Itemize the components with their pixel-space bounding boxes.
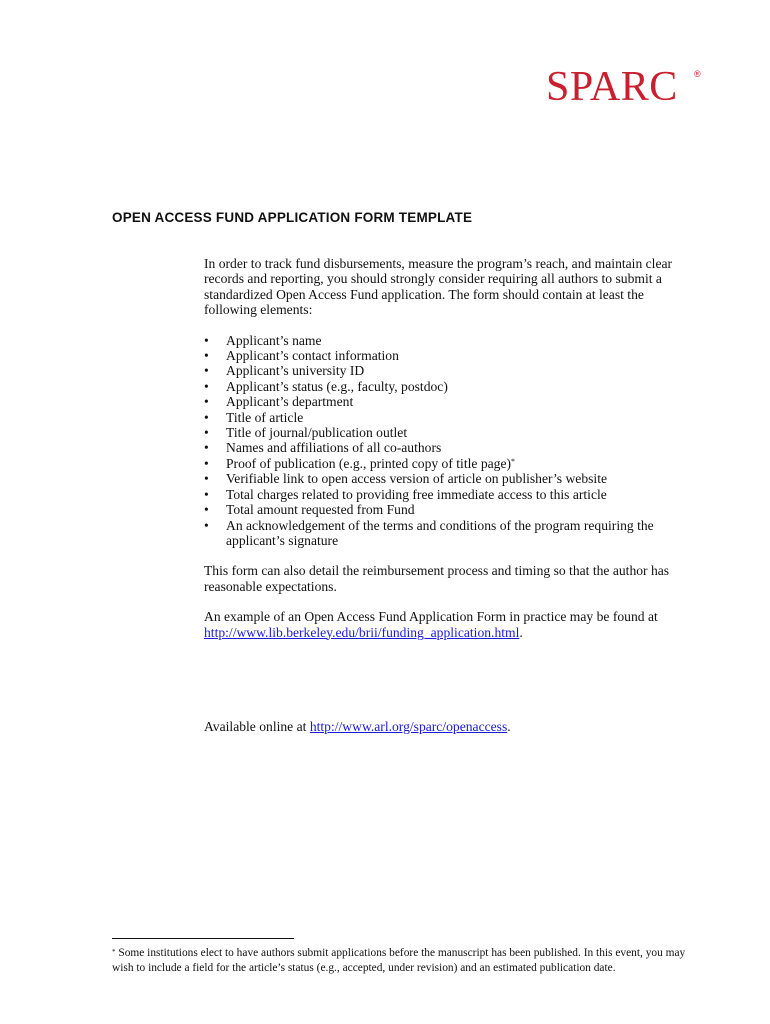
footnote-marker: * xyxy=(112,948,116,956)
footnote: * Some institutions elect to have authors submit applications before the manuscript has been published. In this event, you may wish to include a field for the article’s status (e.g., accepted, under revision) and an estimated publication date. xyxy=(112,947,686,974)
reimbursement-paragraph: This form can also detail the reimbursement process and timing so that the author has reasonable expectations. xyxy=(204,563,670,594)
bullet: • xyxy=(204,409,209,425)
logo-text: SPARC xyxy=(546,64,678,110)
list-item: • Verifiable link to open access version of article on publisher’s website xyxy=(204,471,608,487)
footnote-marker: * xyxy=(511,456,516,466)
page-title: OPEN ACCESS FUND APPLICATION FORM TEMPLATE xyxy=(112,210,473,225)
required-elements-list xyxy=(204,333,696,549)
bullet: • xyxy=(204,455,209,471)
bullet: • xyxy=(204,425,209,441)
example-paragraph: An example of an Open Access Fund Application Form in practice may be found at http://www.lib.berkeley.edu/brii/funding_application.html. xyxy=(204,609,658,640)
document-body xyxy=(204,256,696,640)
bullet: • xyxy=(204,332,209,348)
bullet: • xyxy=(204,348,209,364)
berkeley-example-link[interactable]: http://www.lib.berkeley.edu/brii/funding_application.html xyxy=(204,624,520,640)
list-item: • Total charges related to providing free immediate access to this article xyxy=(204,486,607,502)
arl-openaccess-link[interactable]: http://www.arl.org/sparc/openaccess xyxy=(309,719,508,734)
bullet: • xyxy=(204,502,209,518)
sparc-logo xyxy=(546,64,702,110)
bullet: • xyxy=(204,471,209,487)
list-item: • Title of article xyxy=(204,409,304,425)
list-item: • Applicant’s status (e.g., faculty, postdoc) xyxy=(204,378,448,394)
available-online: Available online at http://www.arl.org/sparc/openaccess. xyxy=(204,719,511,734)
list-item: • Applicant’s name xyxy=(204,332,322,348)
bullet: • xyxy=(204,517,209,533)
list-item: • Applicant’s contact information xyxy=(204,348,399,364)
list-item: • An acknowledgement of the terms and conditions of the program requiring the applicant’s signature xyxy=(204,517,654,548)
footnote-divider xyxy=(112,938,294,939)
bullet: • xyxy=(204,378,209,394)
list-item: • Proof of publication (e.g., printed copy of title page)* xyxy=(204,455,516,471)
list-item: • Title of journal/publication outlet xyxy=(204,425,408,441)
intro-paragraph: In order to track fund disbursements, measure the program’s reach, and maintain clear records and reporting, you should strongly consider requiring all authors to submit a standardized Open Access Fund application. The form should contain at least the following elements: xyxy=(204,256,673,318)
list-item: • Applicant’s university ID xyxy=(204,363,365,379)
bullet: • xyxy=(204,486,209,502)
registered-mark: ® xyxy=(694,69,702,79)
list-item: • Applicant’s department xyxy=(204,394,354,410)
list-item: • Total amount requested from Fund xyxy=(204,502,415,518)
list-item: • Names and affiliations of all co-authors xyxy=(204,440,442,456)
bullet: • xyxy=(204,440,209,456)
bullet: • xyxy=(204,363,209,379)
bullet: • xyxy=(204,394,209,410)
